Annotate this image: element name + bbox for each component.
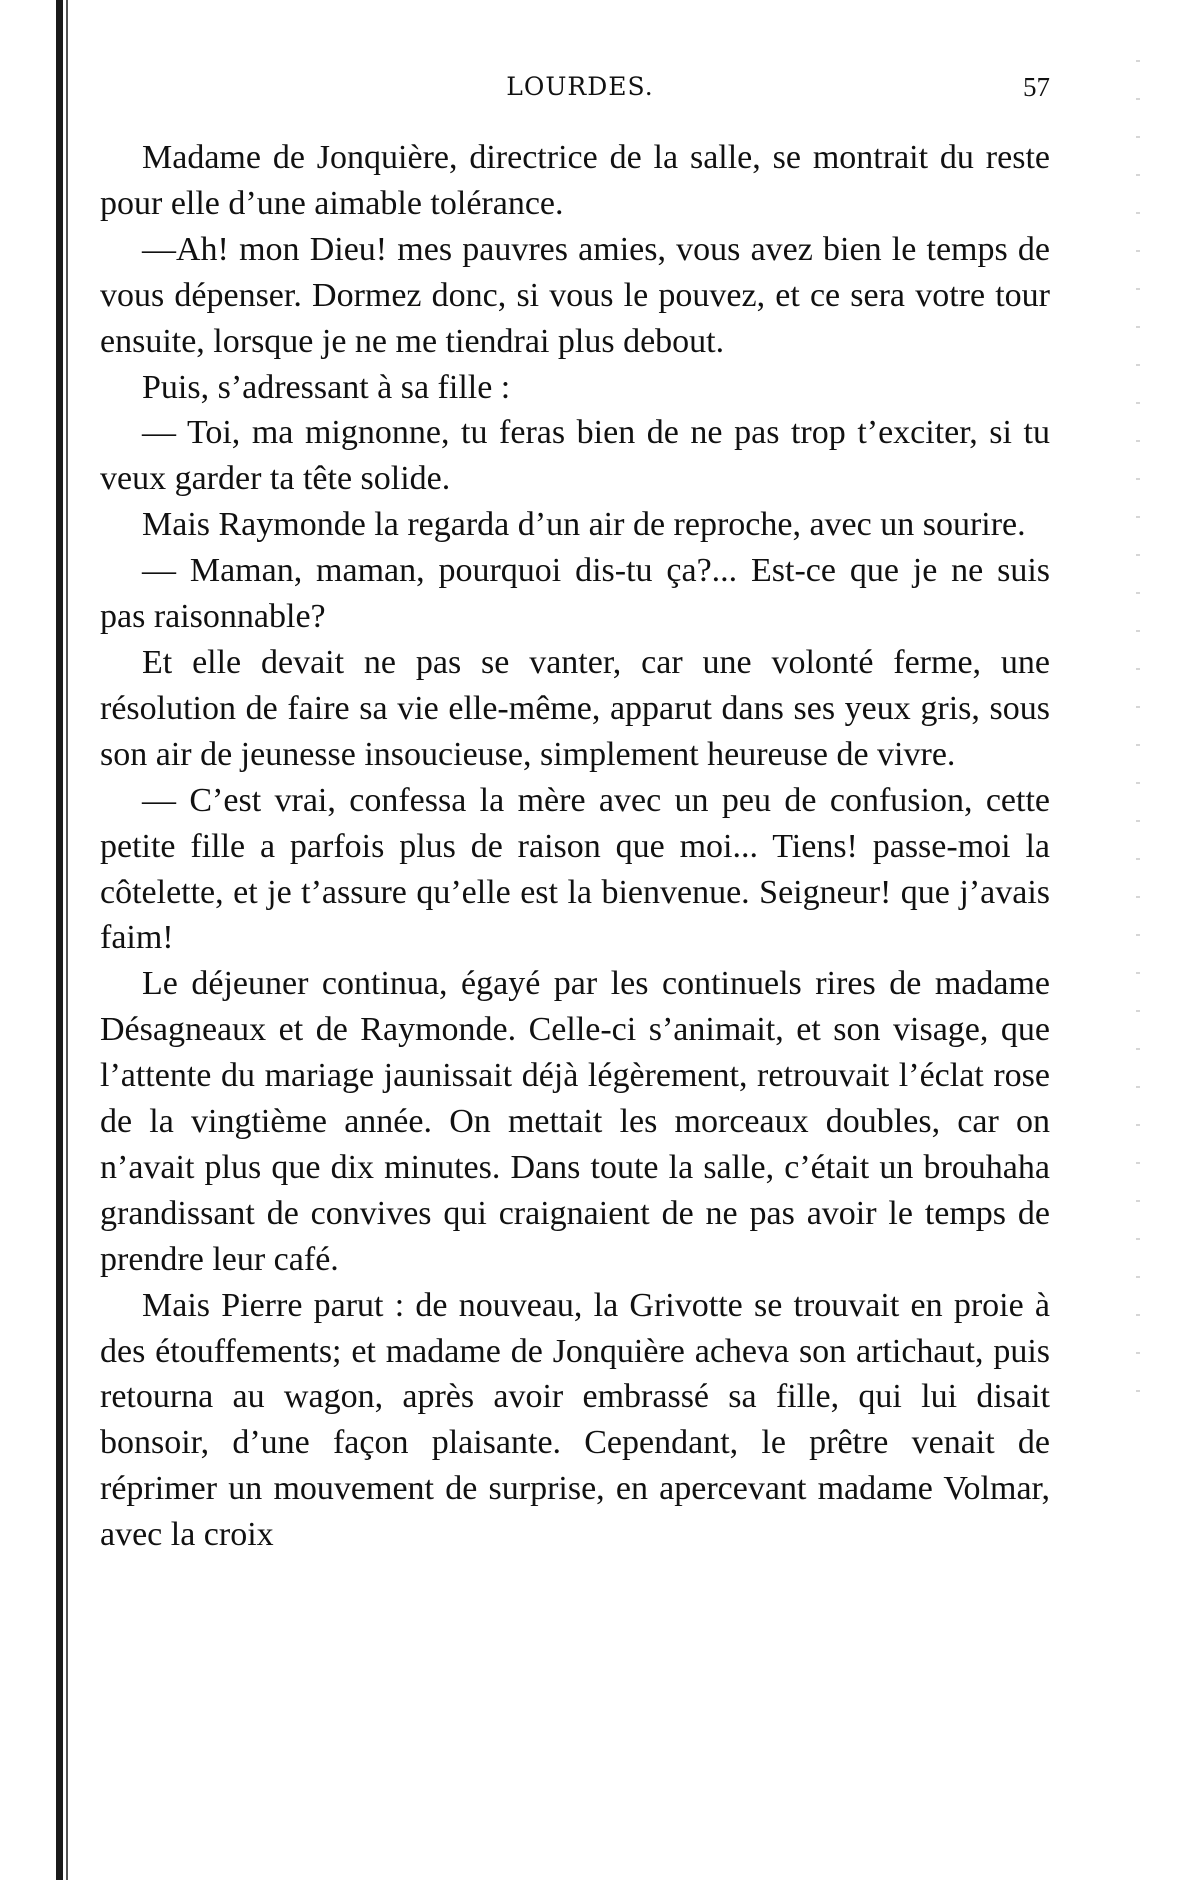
paragraph: Le déjeuner continua, égayé par les continuels rires de madame Désagneaux et de Raymonde. Celle-ci s’animait, et son visage, que l’attente du mariage jaunissait déjà légèrement, retrouvait l’éclat rose de la vingtième année. On mettait les morceaux doubles, car on n’avait plus que dix minutes. Dans toute la salle, c’était un brouhaha grandissant de convives qui craignaient de ne pas avoir le temps de prendre leur café. (100, 965, 1050, 1278)
body-text (100, 135, 1050, 1558)
paragraph: Mais Raymonde la regarda d’un air de reproche, avec un sourire. (142, 506, 1026, 544)
paragraph: — C’est vrai, confessa la mère avec un peu de confusion, cette petite fille a parfois plus de raison que moi... Tiens! passe-moi la côtelette, et je t’assure qu’elle est la bienvenue. Seigneur! que j’avais faim! (100, 781, 1050, 957)
paragraph: Madame de Jonquière, directrice de la salle, se montrait du reste pour elle d’une aimable tolérance. (100, 139, 1050, 222)
paragraph: Et elle devait ne pas se vanter, car une volonté ferme, une résolution de faire sa vie elle-même, apparut dans ses yeux gris, sous son air de jeunesse insoucieuse, simplement heureuse de vivre. (100, 643, 1050, 773)
margin-specks (1136, 60, 1140, 1420)
running-head (100, 72, 1060, 112)
paragraph: Mais Pierre parut : de nouveau, la Grivotte se trouvait en proie à des étouffements; et madame de Jonquière acheva son artichaut, puis retourna au wagon, après avoir embrassé sa fille, qui lui disait bonsoir, d’une façon plaisante. Cependant, le prêtre venait de réprimer un mouvement de surprise, en apercevant madame Volmar, avec la croix (100, 1286, 1050, 1554)
page-binding-shadow (66, 0, 68, 1880)
paragraph: —Ah! mon Dieu! mes pauvres amies, vous avez bien le temps de vous dépenser. Dormez donc, si vous le pouvez, et ce sera votre tour ensuite, lorsque je ne me tiendrai plus debout. (100, 230, 1050, 360)
paragraph: Puis, s’adressant à sa fille : (142, 368, 511, 406)
page-number: 57 (1023, 72, 1050, 102)
paragraph: — Maman, maman, pourquoi dis-tu ça?... Est-ce que je ne suis pas raisonnable? (100, 552, 1050, 636)
paragraph: — Toi, ma mignonne, tu feras bien de ne pas trop t’exciter, si tu veux garder ta tête solide. (100, 414, 1050, 498)
running-title: LOURDES. (506, 72, 654, 101)
page-binding-edge (56, 0, 63, 1880)
